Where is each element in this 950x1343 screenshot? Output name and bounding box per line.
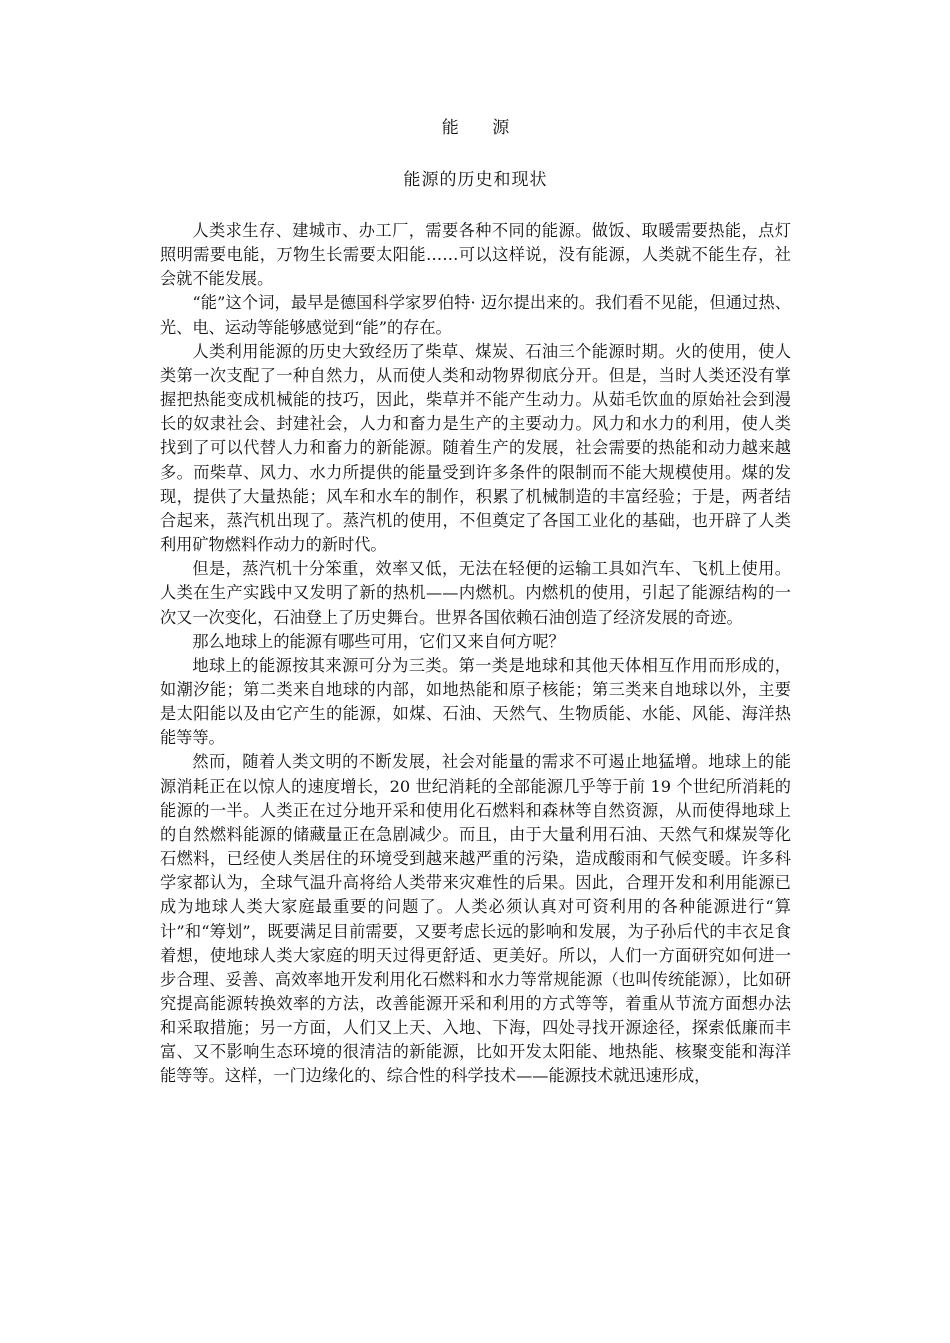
paragraph: 人类利用能源的历史大致经历了柴草、煤炭、石油三个能源时期。火的使用，使人类第一次支配了一种自然力，从而使人类和动物界彻底分开。但是，当时人类还没有掌握把热能变成机械能的技巧，因此，柴草并不能产生动力。从茹毛饮血的原始社会到漫长的奴隶社会、封建社会，人力和畜力是生产的主要动力。风力和水力的利用，使人类找到了可以代替人力和畜力的新能源。随着生产的发展，社会需要的热能和动力越来越多。而柴草、风力、水力所提供的能量受到许多条件的限制而不能大规模使用。煤的发现，提供了大量热能；风车和水车的制作，积累了机械制造的丰富经验；于是，两者结合起来，蒸汽机出现了。蒸汽机的使用，不但奠定了各国工业化的基础，也开辟了人类利用矿物燃料作动力的新时代。 [160, 341, 791, 555]
paragraph: 但是，蒸汽机十分笨重，效率又低，无法在轻便的运输工具如汽车、飞机上使用。人类在生产实践中又发明了新的热机——内燃机。内燃机的使用，引起了能源结构的一次又一次变化，石油登上了历史舞台。世界各国依赖石油创造了经济发展的奇迹。 [160, 559, 791, 627]
paragraph: 那么地球上的能源有哪些可用，它们又来自何方呢？ [192, 631, 565, 651]
section-heading: 能源的历史和现状 [403, 170, 548, 190]
paragraph: 人类求生存、建城市、办工厂，需要各种不同的能源。做饭、取暖需要热能，点灯照明需要电能，万物生长需要太阳能……可以这样说，没有能源，人类就不能生存，社会就不能发展。 [160, 221, 791, 289]
document-body [160, 219, 791, 1089]
document-title: 能 源 [441, 118, 524, 138]
paragraph: 然而，随着人类文明的不断发展，社会对能量的需求不可遏止地猛增。地球上的能源消耗正在以惊人的速度增长，20 世纪消耗的全部能源几乎等于前 19 个世纪所消耗的能源的一半。人类正在过分地开采和使用化石燃料和森林等自然资源，从而使得地球上的自然燃料能源的储藏量正在急剧减少。而且，由于大量利用石油、天然气和煤炭等化石燃料，已经使人类居住的环境受到越来越严重的污染，造成酸雨和气候变暖。许多科学家都认为，全球气温升高将给人类带来灾难性的后果。因此，合理开发和利用能源已成为地球人类大家庭最重要的问题了。人类必须认真对可资利用的各种能源进行“算计”和“筹划”，既要满足目前需要，又要考虑长远的影响和发展，为子孙后代的丰衣足食着想，使地球人类大家庭的明天过得更舒适、更美好。所以，人们一方面研究如何进一步合理、妥善、高效率地开发利用化石燃料和水力等常规能源（也叫传统能源），比如研究提高能源转换效率的方法，改善能源开采和利用的方式等等，着重从节流方面想办法和采取措施；另一方面，人们又上天、入地、下海，四处寻找开源途径，探索低廉而丰富、又不影响生态环境的很清洁的新能源，比如开发太阳能、地热能、核聚变能和海洋能等等。这样，一门边缘化的、综合性的科学技术——能源技术就迅速形成， [160, 752, 791, 1086]
paragraph: 地球上的能源按其来源可分为三类。第一类是地球和其他天体相互作用而形成的，如潮汐能；第二类来自地球的内部，如地热能和原子核能；第三类来自地球以外，主要是太阳能以及由它产生的能源，如煤、石油、天然气、生物质能、水能、风能、海洋热能等等。 [160, 655, 791, 748]
paragraph: “能”这个词，最早是德国科学家罗伯特· 迈尔提出来的。我们看不见能，但通过热、光、电、运动等能够感觉到“能”的存在。 [160, 293, 791, 337]
